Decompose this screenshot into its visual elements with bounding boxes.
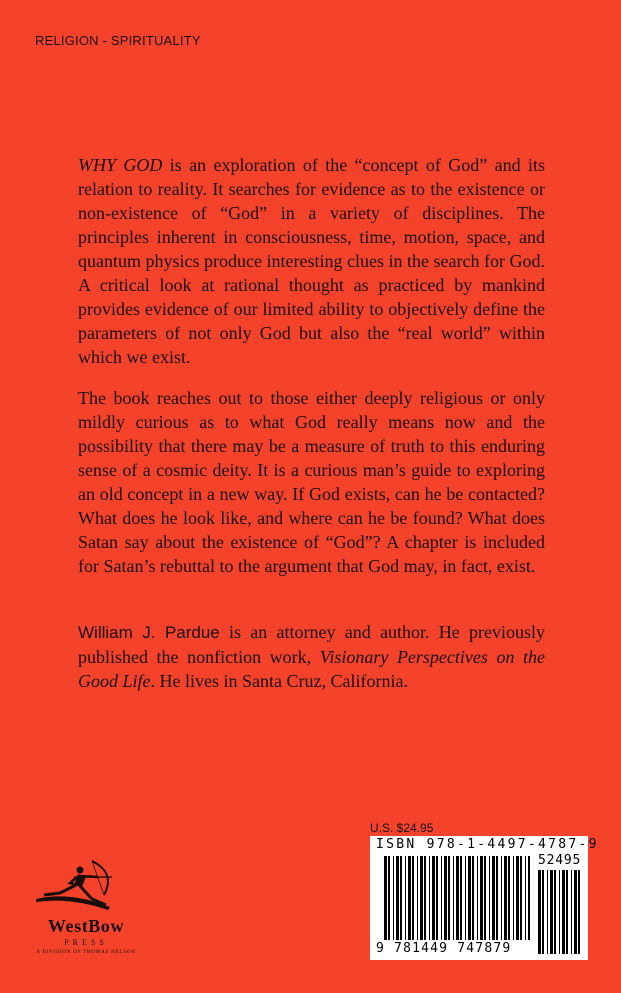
description-text-2: The book reaches out to those either deeply religious or only mildly curious as to what God really means now and the possibility that there may be a measure of truth to this enduring sense of a cosmic deity. It is a curious man’s guide to exploring an old concept in a new way. If God exists, can he be contacted? What does he look like, and where can he be found? What does Satan say about the existence of “God”? A chapter is included for Satan’s rebuttal to the argument that God may, in fact, exist. bbox=[78, 388, 545, 576]
barcode-bar bbox=[396, 856, 399, 940]
barcode-bar bbox=[384, 856, 387, 940]
barcode-bar bbox=[516, 856, 519, 940]
barcode-bar bbox=[432, 856, 435, 940]
barcode-bar bbox=[508, 856, 510, 940]
publisher-division: A DIVISION OF THOMAS NELSON bbox=[36, 950, 136, 955]
price-label: U.S. $24.95 bbox=[370, 821, 434, 835]
barcode-bar bbox=[550, 870, 553, 954]
publisher-logo bbox=[30, 855, 142, 965]
barcode-bar bbox=[547, 870, 548, 954]
description-paragraph-2 bbox=[78, 386, 545, 578]
barcode-bar bbox=[408, 856, 411, 940]
barcode-bar bbox=[538, 870, 541, 954]
bio-text: is an attorney and author. He previously published the nonfiction work, bbox=[78, 622, 545, 667]
barcode-bar bbox=[480, 856, 483, 940]
previous-book-title: Visionary Perspectives on the Good Life bbox=[78, 647, 546, 691]
publisher-name: WestBow bbox=[47, 916, 125, 936]
barcode-bar bbox=[448, 856, 450, 940]
barcode-bar bbox=[453, 856, 454, 940]
barcode-bar bbox=[405, 856, 406, 940]
barcode-bar bbox=[520, 856, 522, 940]
barcode-bar bbox=[574, 870, 577, 954]
publisher-press: PRESS bbox=[64, 938, 108, 947]
barcode-bar bbox=[472, 856, 474, 940]
barcode-bar bbox=[525, 856, 526, 940]
barcode-bar bbox=[554, 870, 556, 954]
barcode-bar bbox=[501, 856, 502, 940]
barcode-bar bbox=[444, 856, 447, 940]
description-text: is an exploration of the “concept of God” and its relation to reality. It searches for evidence as to the existence or non-existence of “God” in a variety of disciplines. The principles inherent in consciousness, time, motion, space, and quantum physics produce interesting clues in the search for God. A critical look at rational thought as practiced by mankind provides evidence of our limited ability to objectively define the parameters of not only God but also the “real world” within which we exist. bbox=[78, 155, 545, 367]
barcode-bar bbox=[504, 856, 507, 940]
barcode-bar bbox=[578, 870, 580, 954]
bio-text-end: . He lives in Santa Cruz, California. bbox=[150, 671, 408, 691]
barcode-bar bbox=[528, 856, 530, 940]
barcode-bar bbox=[460, 856, 462, 940]
author-name: William J. Pardue bbox=[78, 623, 220, 642]
barcode-bar bbox=[429, 856, 430, 940]
barcode-bar bbox=[456, 856, 459, 940]
barcode-bar bbox=[477, 856, 478, 940]
barcode-bar bbox=[436, 856, 438, 940]
barcode bbox=[370, 836, 599, 960]
barcode-bar bbox=[489, 856, 490, 940]
barcode-bar bbox=[468, 856, 471, 940]
addon-number: 52495 bbox=[538, 853, 582, 868]
barcode-bar bbox=[417, 856, 418, 940]
barcode-bar bbox=[484, 856, 486, 940]
ean-number: 9 781449 747879 bbox=[376, 941, 512, 956]
barcode-bar bbox=[562, 870, 565, 954]
barcode-bar bbox=[571, 870, 572, 954]
isbn-label: ISBN 978-1-4497-4787-9 bbox=[376, 837, 599, 852]
barcode-bar bbox=[566, 870, 568, 954]
description-paragraph-1 bbox=[78, 153, 545, 369]
barcode-bar bbox=[400, 856, 402, 940]
barcode-bar bbox=[559, 870, 560, 954]
barcode-bar bbox=[393, 856, 394, 940]
barcode-bar bbox=[513, 856, 514, 940]
barcode-bar bbox=[542, 870, 544, 954]
barcode-bar bbox=[496, 856, 498, 940]
barcode-bar bbox=[465, 856, 466, 940]
archer-icon bbox=[30, 855, 142, 917]
barcode-bar bbox=[424, 856, 426, 940]
barcode-bar bbox=[492, 856, 495, 940]
barcode-bar bbox=[388, 856, 390, 940]
barcode-bar bbox=[420, 856, 423, 940]
author-bio bbox=[78, 620, 545, 693]
category-label: RELIGION - SPIRITUALITY bbox=[35, 33, 201, 48]
barcode-bar bbox=[412, 856, 414, 940]
barcode-bar bbox=[441, 856, 442, 940]
book-title: WHY GOD bbox=[78, 155, 163, 175]
